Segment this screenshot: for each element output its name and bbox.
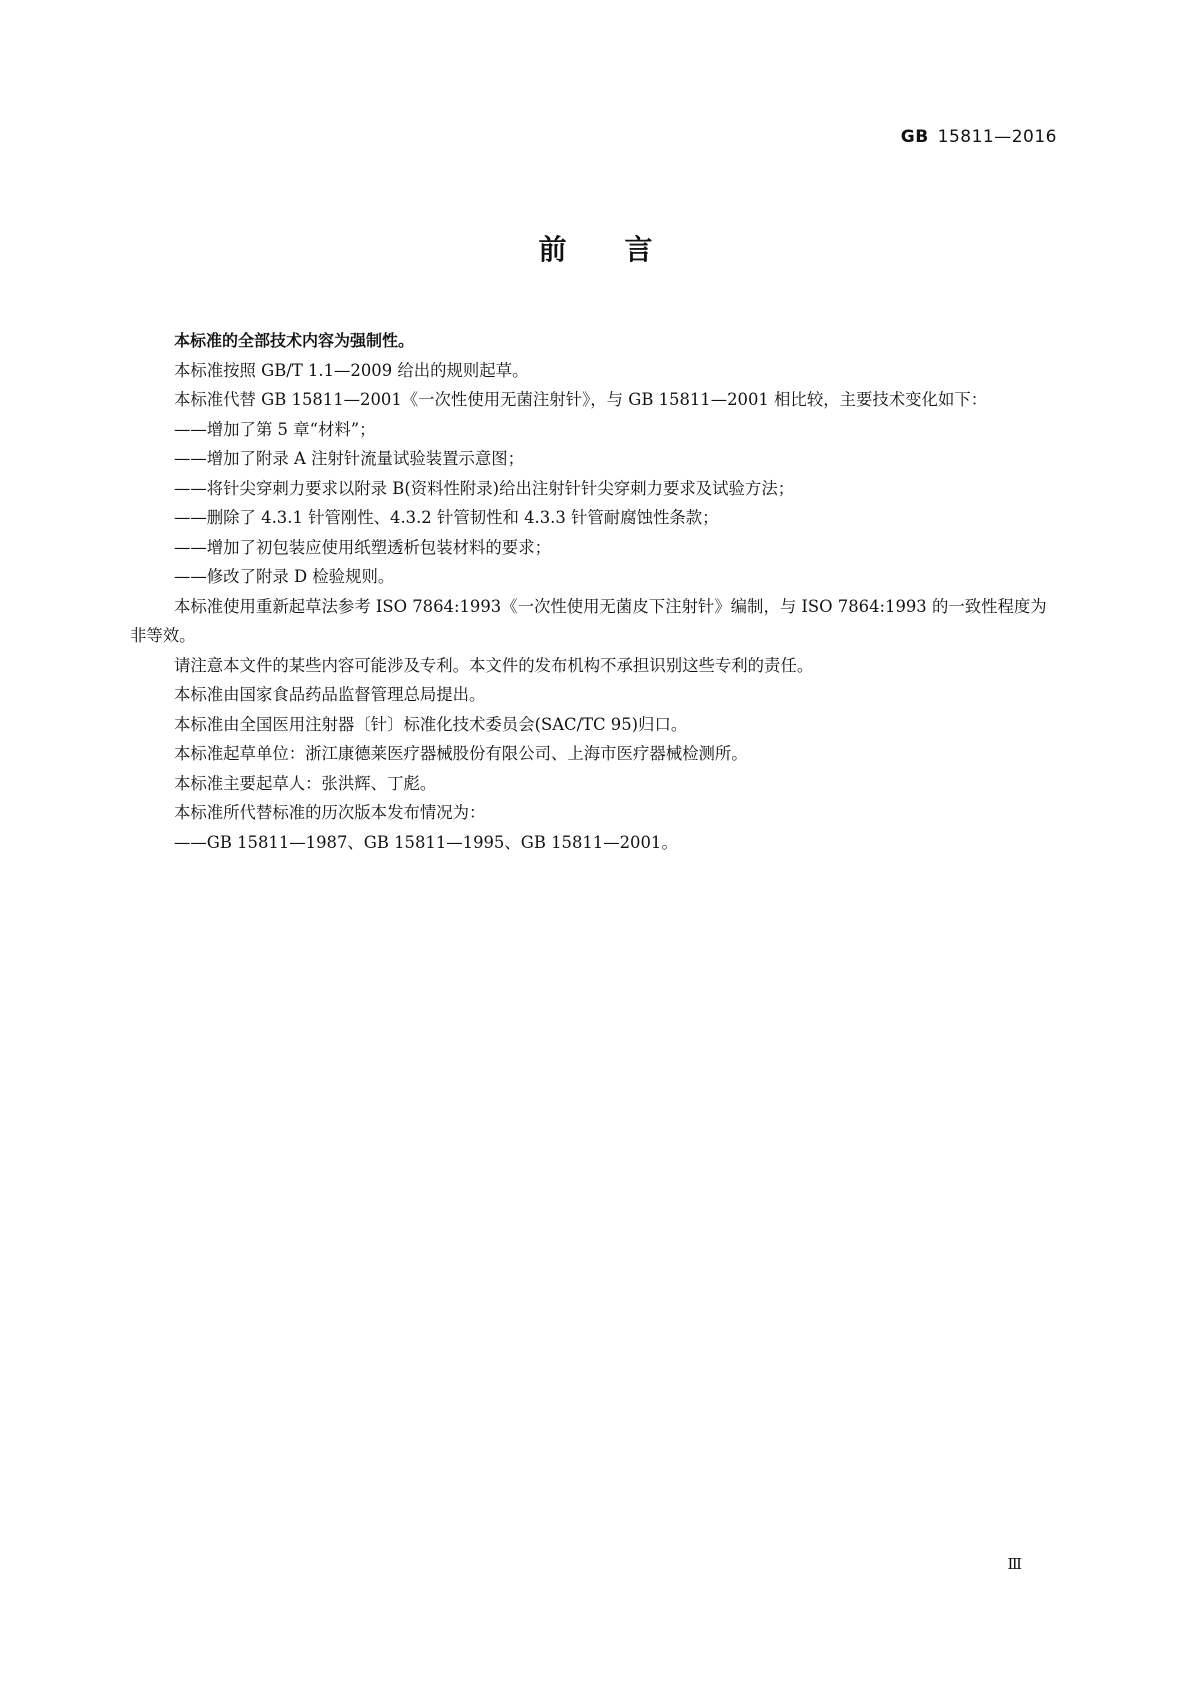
paragraph-history-intro: 本标准所代替标准的历次版本发布情况为：: [174, 803, 486, 822]
paragraph-replacement: 本标准代替 GB 15811—2001《一次性使用无菌注射针》，与 GB 15811—2001 相比较，主要技术变化如下：: [174, 390, 988, 409]
standard-code-prefix: GB: [900, 127, 929, 147]
foreword-body: [130, 326, 1060, 857]
standard-code: [901, 127, 1057, 147]
paragraph-patent-notice: 请注意本文件的某些内容可能涉及专利。本文件的发布机构不承担识别这些专利的责任。: [174, 655, 814, 675]
paragraph-drafters: 本标准主要起草人：张洪辉、丁彪。: [174, 773, 437, 793]
paragraph-drafting-rules: 本标准按照 GB/T 1.1—2009 给出的规则起草。: [174, 360, 529, 380]
change-item: ——增加了初包装应使用纸塑透析包装材料的要求；: [174, 537, 551, 557]
paragraph-drafting-units: 本标准起草单位：浙江康德莱医疗器械股份有限公司、上海市医疗器械检测所。: [174, 744, 748, 763]
page-number: Ⅲ: [1007, 1555, 1022, 1573]
paragraph-mandatory-statement: 本标准的全部技术内容为强制性。: [174, 331, 415, 350]
change-item: ——删除了 4.3.1 针管刚性、4.3.2 针管韧性和 4.3.3 针管耐腐蚀性条款；: [174, 508, 719, 527]
change-item: ——增加了附录 A 注射针流量试验装置示意图；: [174, 449, 525, 468]
change-item: ——修改了附录 D 检验规则。: [174, 567, 395, 586]
change-item: ——增加了第 5 章“材料”；: [174, 419, 376, 439]
history-item: ——GB 15811—1987、GB 15811—1995、GB 15811—2001。: [174, 832, 678, 852]
page-title: 前言: [538, 233, 711, 266]
change-item: ——将针尖穿刺力要求以附录 B(资料性附录)给出注射针针尖穿刺力要求及试验方法；: [174, 478, 795, 498]
standard-code-number: 15811—2016: [937, 127, 1057, 147]
paragraph-iso-reference: 本标准使用重新起草法参考 ISO 7864:1993《一次性使用无菌皮下注射针》编制，与 ISO 7864:1993 的一致性程度为非等效。: [130, 596, 1047, 645]
paragraph-committee: 本标准由全国医用注射器〔针〕标准化技术委员会(SAC/TC 95)归口。: [174, 714, 688, 734]
paragraph-proposer: 本标准由国家食品药品监督管理总局提出。: [174, 685, 486, 704]
